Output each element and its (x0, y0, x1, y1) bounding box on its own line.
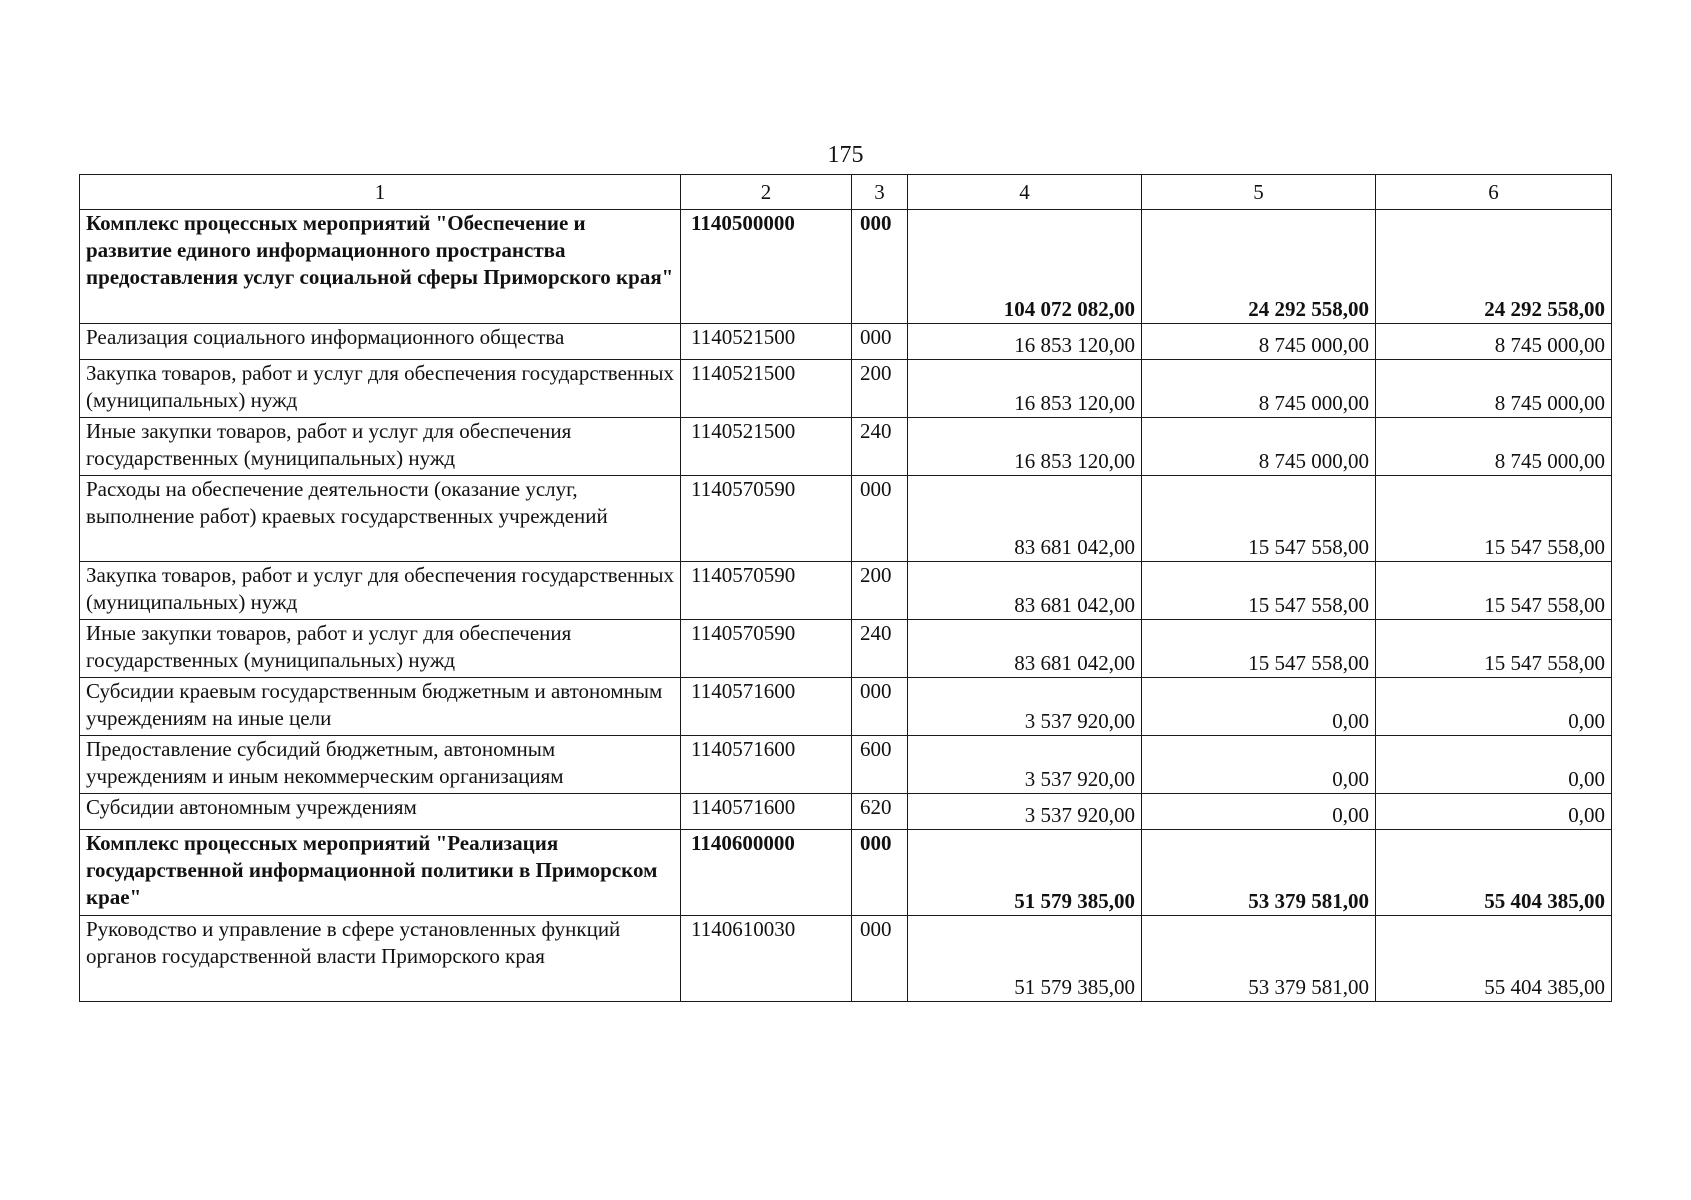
row-amount-year3: 8 745 000,00 (1376, 324, 1612, 360)
row-target-code: 1140570590 (681, 620, 852, 678)
row-amount-year3: 15 547 558,00 (1376, 620, 1612, 678)
table-row (80, 916, 1612, 1002)
row-amount-year2: 0,00 (1142, 678, 1376, 736)
row-amount-year1: 51 579 385,00 (908, 916, 1142, 1002)
row-amount-year1: 83 681 042,00 (908, 562, 1142, 620)
row-expense-type: 200 (852, 360, 908, 418)
row-target-code: 1140610030 (681, 916, 852, 1002)
budget-table (79, 174, 1612, 1002)
row-expense-type: 000 (852, 324, 908, 360)
column-header-name: 1 (80, 175, 681, 210)
page-number: 175 (827, 142, 864, 168)
row-target-code: 1140500000 (681, 210, 852, 324)
row-amount-year1: 16 853 120,00 (908, 360, 1142, 418)
row-amount-year1: 83 681 042,00 (908, 620, 1142, 678)
table-row (80, 324, 1612, 360)
row-amount-year2: 8 745 000,00 (1142, 324, 1376, 360)
row-expense-type: 240 (852, 418, 908, 476)
column-header-year3: 6 (1376, 175, 1612, 210)
row-amount-year3: 55 404 385,00 (1376, 916, 1612, 1002)
row-amount-year1: 104 072 082,00 (908, 210, 1142, 324)
table-header-row (80, 175, 1612, 210)
row-amount-year2: 15 547 558,00 (1142, 562, 1376, 620)
row-expense-type: 000 (852, 916, 908, 1002)
row-target-code: 1140600000 (681, 830, 852, 916)
row-name: Комплекс процессных мероприятий "Реализация государственной информационной политики в Приморском крае" (80, 830, 681, 916)
table-row (80, 562, 1612, 620)
row-amount-year2: 8 745 000,00 (1142, 418, 1376, 476)
column-header-year1: 4 (908, 175, 1142, 210)
row-amount-year2: 0,00 (1142, 794, 1376, 830)
row-amount-year1: 3 537 920,00 (908, 678, 1142, 736)
table-row (80, 736, 1612, 794)
table-row (80, 830, 1612, 916)
row-amount-year3: 15 547 558,00 (1376, 562, 1612, 620)
row-target-code: 1140521500 (681, 324, 852, 360)
row-amount-year3: 8 745 000,00 (1376, 418, 1612, 476)
row-expense-type: 000 (852, 210, 908, 324)
row-amount-year3: 0,00 (1376, 794, 1612, 830)
row-target-code: 1140571600 (681, 736, 852, 794)
row-name: Субсидии автономным учреждениям (80, 794, 681, 830)
row-amount-year2: 0,00 (1142, 736, 1376, 794)
row-target-code: 1140571600 (681, 678, 852, 736)
row-target-code: 1140521500 (681, 418, 852, 476)
row-amount-year3: 8 745 000,00 (1376, 360, 1612, 418)
row-amount-year3: 24 292 558,00 (1376, 210, 1612, 324)
row-amount-year3: 0,00 (1376, 678, 1612, 736)
row-target-code: 1140521500 (681, 360, 852, 418)
row-amount-year1: 16 853 120,00 (908, 418, 1142, 476)
row-name: Субсидии краевым государственным бюджетным и автономным учреждениям на иные цели (80, 678, 681, 736)
row-amount-year1: 83 681 042,00 (908, 476, 1142, 562)
row-amount-year2: 15 547 558,00 (1142, 620, 1376, 678)
row-amount-year3: 15 547 558,00 (1376, 476, 1612, 562)
row-target-code: 1140570590 (681, 562, 852, 620)
row-name: Закупка товаров, работ и услуг для обеспечения государственных (муниципальных) нужд (80, 562, 681, 620)
row-target-code: 1140570590 (681, 476, 852, 562)
row-expense-type: 000 (852, 476, 908, 562)
column-header-kvr: 3 (852, 175, 908, 210)
row-expense-type: 620 (852, 794, 908, 830)
table-row (80, 794, 1612, 830)
row-amount-year2: 24 292 558,00 (1142, 210, 1376, 324)
row-expense-type: 240 (852, 620, 908, 678)
table-row (80, 210, 1612, 324)
table-row (80, 620, 1612, 678)
row-amount-year2: 8 745 000,00 (1142, 360, 1376, 418)
row-expense-type: 600 (852, 736, 908, 794)
row-name: Комплекс процессных мероприятий "Обеспечение и развитие единого информационного пространства предоставления услуг социальной сферы Приморского края" (80, 210, 681, 324)
table-row (80, 476, 1612, 562)
row-name: Иные закупки товаров, работ и услуг для обеспечения государственных (муниципальных) нужд (80, 620, 681, 678)
row-amount-year3: 55 404 385,00 (1376, 830, 1612, 916)
row-name: Закупка товаров, работ и услуг для обеспечения государственных (муниципальных) нужд (80, 360, 681, 418)
row-name: Иные закупки товаров, работ и услуг для обеспечения государственных (муниципальных) нужд (80, 418, 681, 476)
column-header-year2: 5 (1142, 175, 1376, 210)
table-row (80, 360, 1612, 418)
row-amount-year1: 3 537 920,00 (908, 736, 1142, 794)
row-name: Предоставление субсидий бюджетным, автономным учреждениям и иным некоммерческим организациям (80, 736, 681, 794)
row-amount-year1: 51 579 385,00 (908, 830, 1142, 916)
row-expense-type: 000 (852, 830, 908, 916)
row-expense-type: 200 (852, 562, 908, 620)
row-name: Реализация социального информационного общества (80, 324, 681, 360)
row-target-code: 1140571600 (681, 794, 852, 830)
row-amount-year2: 53 379 581,00 (1142, 830, 1376, 916)
row-name: Расходы на обеспечение деятельности (оказание услуг, выполнение работ) краевых государственных учреждений (80, 476, 681, 562)
row-amount-year1: 3 537 920,00 (908, 794, 1142, 830)
table-row (80, 418, 1612, 476)
row-amount-year3: 0,00 (1376, 736, 1612, 794)
row-amount-year2: 53 379 581,00 (1142, 916, 1376, 1002)
row-amount-year2: 15 547 558,00 (1142, 476, 1376, 562)
column-header-code: 2 (681, 175, 852, 210)
row-amount-year1: 16 853 120,00 (908, 324, 1142, 360)
table-row (80, 678, 1612, 736)
row-expense-type: 000 (852, 678, 908, 736)
row-name: Руководство и управление в сфере установленных функций органов государственной власти Приморского края (80, 916, 681, 1002)
